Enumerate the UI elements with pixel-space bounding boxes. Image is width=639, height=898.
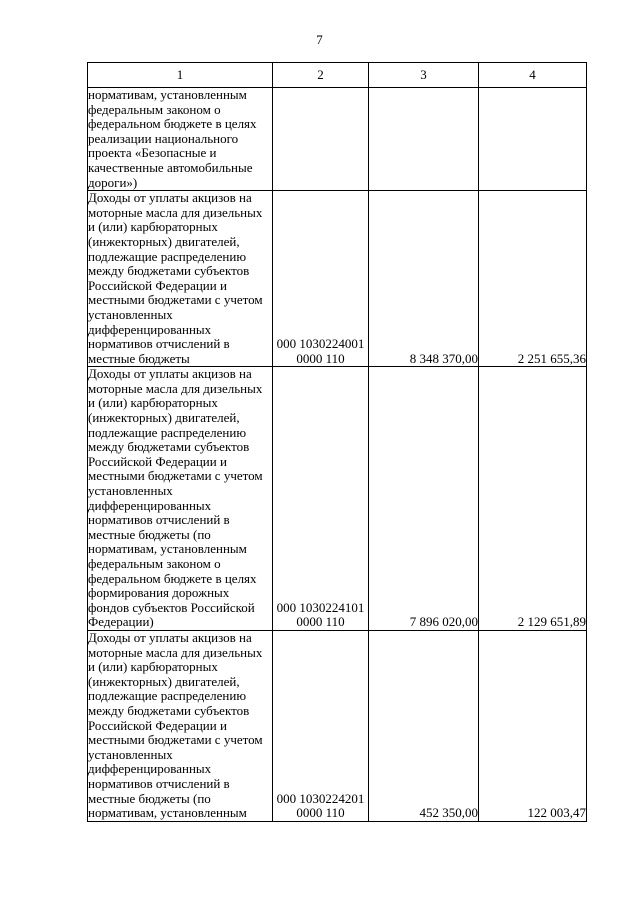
description-line: установленных	[88, 483, 173, 499]
row-description	[88, 191, 273, 367]
column-header-1: 1	[88, 63, 273, 88]
description-line: (инжекторных) двигателей,	[88, 410, 240, 426]
description-line: нормативов отчислений в	[88, 512, 230, 528]
table-row	[88, 630, 587, 821]
description-line: и (или) карбюраторных	[88, 659, 218, 675]
description-line: местные бюджеты	[88, 350, 190, 366]
description-line: дифференцированных	[88, 321, 212, 337]
description-line: фондов субъектов Российской	[88, 599, 255, 615]
row-description	[88, 367, 273, 631]
description-line: Доходы от уплаты акцизов на	[88, 630, 252, 645]
code-line: 000 1030224201	[276, 790, 365, 806]
row-value-4: 122 003,47	[479, 630, 587, 821]
description-line: нормативов отчислений в	[88, 336, 230, 352]
description-line: нормативов отчислений в	[88, 775, 230, 791]
description-line: Российской Федерации и	[88, 453, 227, 469]
row-code	[273, 630, 369, 821]
row-code	[273, 191, 369, 367]
code-line: 0000 110	[296, 614, 345, 630]
description-line: Федерации)	[88, 614, 154, 630]
description-line: федеральным законом о	[88, 556, 221, 571]
description-line: местные бюджеты (по	[88, 790, 211, 806]
description-line: местными бюджетами с учетом	[88, 292, 263, 308]
description-line: местными бюджетами с учетом	[88, 468, 263, 484]
row-value-3	[369, 88, 479, 191]
row-value-3: 452 350,00	[369, 630, 479, 821]
row-code	[273, 367, 369, 631]
description-line: федеральном бюджете в целях	[88, 570, 257, 586]
description-line: (инжекторных) двигателей,	[88, 673, 240, 689]
page-number: 7	[316, 32, 323, 47]
table-row	[88, 88, 587, 191]
header-row	[88, 63, 587, 88]
description-line: нормативам, установленным	[88, 87, 247, 102]
row-value-3: 7 896 020,00	[369, 367, 479, 631]
row-code	[273, 88, 369, 191]
description-line: моторные масла для дизельных	[88, 380, 263, 396]
code-line: 000 1030224101	[276, 599, 365, 615]
description-line: и (или) карбюраторных	[88, 395, 218, 411]
description-line: федеральном бюджете в целях	[88, 116, 257, 132]
row-description	[88, 630, 273, 821]
description-line: дороги»)	[88, 174, 138, 190]
description-line: дифференцированных	[88, 497, 212, 513]
description-line: Российской Федерации и	[88, 717, 227, 733]
description-line: подлежащие распределению	[88, 248, 247, 264]
description-line: установленных	[88, 306, 173, 322]
description-line: Доходы от уплаты акцизов на	[88, 190, 252, 206]
description-line: между бюджетами субъектов	[88, 263, 250, 279]
description-line: качественные автомобильные	[88, 159, 253, 175]
description-line: нормативам, установленным	[88, 805, 247, 821]
row-description	[88, 88, 273, 191]
row-value-4	[479, 88, 587, 191]
revenue-table	[87, 62, 587, 822]
description-line: местные бюджеты (по	[88, 526, 211, 542]
description-line: Доходы от уплаты акцизов на	[88, 366, 252, 382]
description-line: и (или) карбюраторных	[88, 219, 218, 235]
table-row	[88, 191, 587, 367]
description-line: между бюджетами субъектов	[88, 439, 250, 455]
description-line: подлежащие распределению	[88, 424, 247, 440]
code-line: 0000 110	[296, 350, 345, 366]
description-line: проекта «Безопасные и	[88, 145, 217, 161]
code-line: 000 1030224001	[276, 336, 365, 352]
row-value-3: 8 348 370,00	[369, 191, 479, 367]
description-line: моторные масла для дизельных	[88, 204, 263, 220]
row-value-4: 2 251 655,36	[479, 191, 587, 367]
description-line: нормативам, установленным	[88, 541, 247, 557]
description-line: моторные масла для дизельных	[88, 644, 263, 660]
description-line: между бюджетами субъектов	[88, 702, 250, 718]
description-line: Российской Федерации и	[88, 277, 227, 293]
table-row	[88, 367, 587, 631]
description-line: формирования дорожных	[88, 585, 230, 601]
description-line: реализации национального	[88, 130, 239, 146]
column-header-4: 4	[479, 63, 587, 88]
code-line: 0000 110	[296, 805, 345, 821]
row-value-4: 2 129 651,89	[479, 367, 587, 631]
description-line: (инжекторных) двигателей,	[88, 233, 240, 249]
description-line: установленных	[88, 746, 173, 762]
column-header-3: 3	[369, 63, 479, 88]
description-line: дифференцированных	[88, 761, 212, 777]
description-line: федеральным законом о	[88, 101, 221, 117]
column-header-2: 2	[273, 63, 369, 88]
description-line: местными бюджетами с учетом	[88, 732, 263, 748]
description-line: подлежащие распределению	[88, 688, 247, 704]
